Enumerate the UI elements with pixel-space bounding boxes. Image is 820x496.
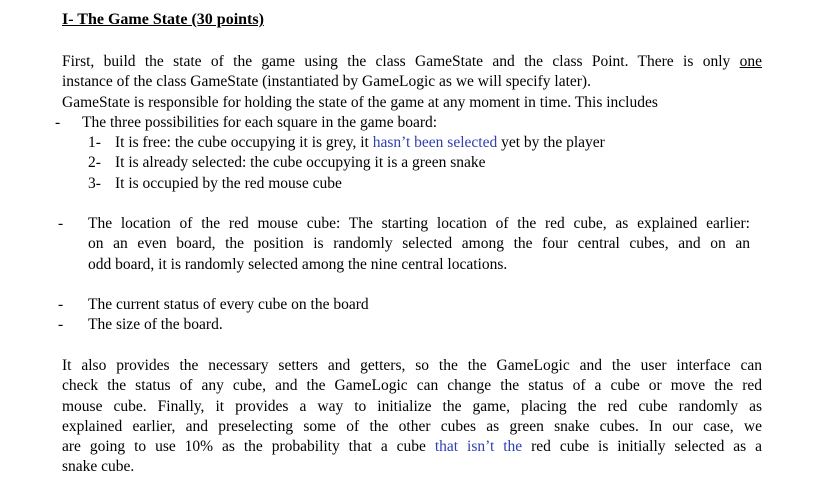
list-item-selected: It is already selected: the cube occupying it is a green snake [115, 154, 486, 171]
bullet-dash: - [58, 296, 64, 313]
list-number: 1- [88, 134, 101, 151]
bullet-dash: - [55, 114, 61, 131]
section-heading: I- The Game State (30 points) [62, 11, 264, 28]
bullet-cube-status: The current status of every cube on the board [88, 296, 369, 313]
closing-paragraph: It also provides the necessary setters and getters, so the the GameLogic and the user interface can check the status of any cube, and the GameLogic can change the status of a cube or move the red mouse cube. Finally, it provides a way to initialize the game, placing the red cube randomly as explained earlier, and preselecting some of the other cubes as green snake cubes. In our case, we are going to use 10% as the probability that a cube that isn’t the red cube is initially selected as a snake cube. [62, 357, 762, 476]
list-item-occupied: It is occupied by the red mouse cube [115, 175, 342, 192]
list-item-free: It is free: the cube occupying it is grey, it hasn’t been selected yet by the player [115, 134, 605, 151]
bullet-text: The three possibilities for each square in the game board: [82, 114, 438, 131]
intro-line-3: GameState is responsible for holding the state of the game at any moment in time. This includes [62, 93, 658, 111]
intro-paragraph [62, 52, 762, 113]
intro-line-2: instance of the class GameState (instantiated by GameLogic as we will specify later). [62, 73, 591, 91]
bullet-board-size: The size of the board. [88, 316, 223, 333]
list-number: 3- [88, 175, 101, 192]
list-number: 2- [88, 154, 101, 171]
bullet-text: The location of the red mouse cube: The starting location of the red cube, as explained earlier: on an even board, the position is randomly selected among the four central cubes, and on an odd board, it is randomly selected among the nine central locations. [88, 215, 750, 273]
underlined-word: one [739, 53, 762, 70]
closing-line-5: are going to use 10% as the probability that a cube that isn’t the red cube is initially selected as a [62, 438, 762, 456]
bullet-dash: - [58, 316, 64, 333]
intro-line-1: First, build the state of the game using the class GameState and the class Point. There is only one [62, 53, 762, 70]
bullet-dash: - [58, 215, 64, 232]
